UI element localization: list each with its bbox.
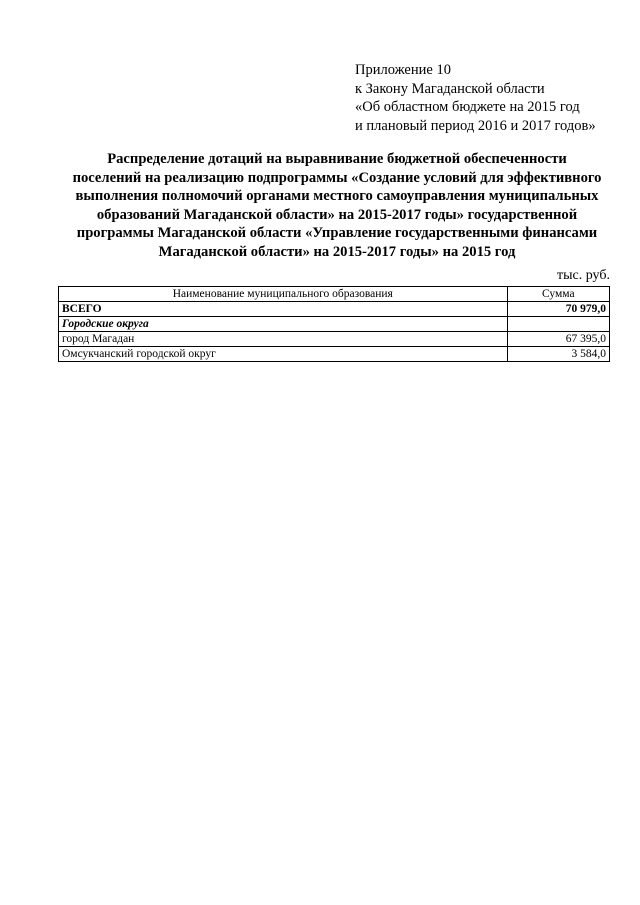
row-sum: 67 395,0: [507, 332, 609, 347]
column-header-sum: Сумма: [507, 287, 609, 302]
row-sum: 70 979,0: [507, 302, 609, 317]
table-row: [59, 347, 610, 362]
table-row: [59, 332, 610, 347]
title-line: программы Магаданской области «Управление государственными финансами: [76, 225, 598, 241]
row-name: Омсукчанский городской округ: [59, 347, 508, 362]
appendix-line: Приложение 10: [355, 62, 451, 78]
appendix-line: к Закону Магаданской области: [355, 80, 545, 97]
row-name: город Магадан: [59, 332, 508, 347]
document-title: [56, 150, 618, 261]
row-name: Городские округа: [59, 317, 508, 332]
appendix-header: [355, 61, 596, 135]
allocation-table: [58, 286, 610, 362]
title-line: образований Магаданской области» на 2015-2017 годы» государственной: [96, 206, 578, 223]
title-line: выполнения полномочий органами местного самоуправления муниципальных: [75, 188, 599, 204]
row-sum: [507, 317, 609, 332]
row-sum: 3 584,0: [507, 347, 609, 362]
appendix-line: «Об областном бюджете на 2015 год: [355, 99, 580, 115]
title-line: Магаданской области» на 2015-2017 годы» на 2015 год: [158, 243, 516, 260]
title-line: Распределение дотаций на выравнивание бюджетной обеспеченности: [107, 151, 567, 167]
row-name: ВСЕГО: [59, 302, 508, 317]
table-row-group: [59, 317, 610, 332]
title-line: поселений на реализацию подпрограммы «Создание условий для эффективного: [72, 169, 602, 186]
unit-label: тыс. руб.: [557, 268, 610, 283]
column-header-name: Наименование муниципального образования: [59, 287, 508, 302]
table-header-row: [59, 287, 610, 302]
table-row-total: [59, 302, 610, 317]
appendix-line: и плановый период 2016 и 2017 годов»: [355, 117, 596, 134]
